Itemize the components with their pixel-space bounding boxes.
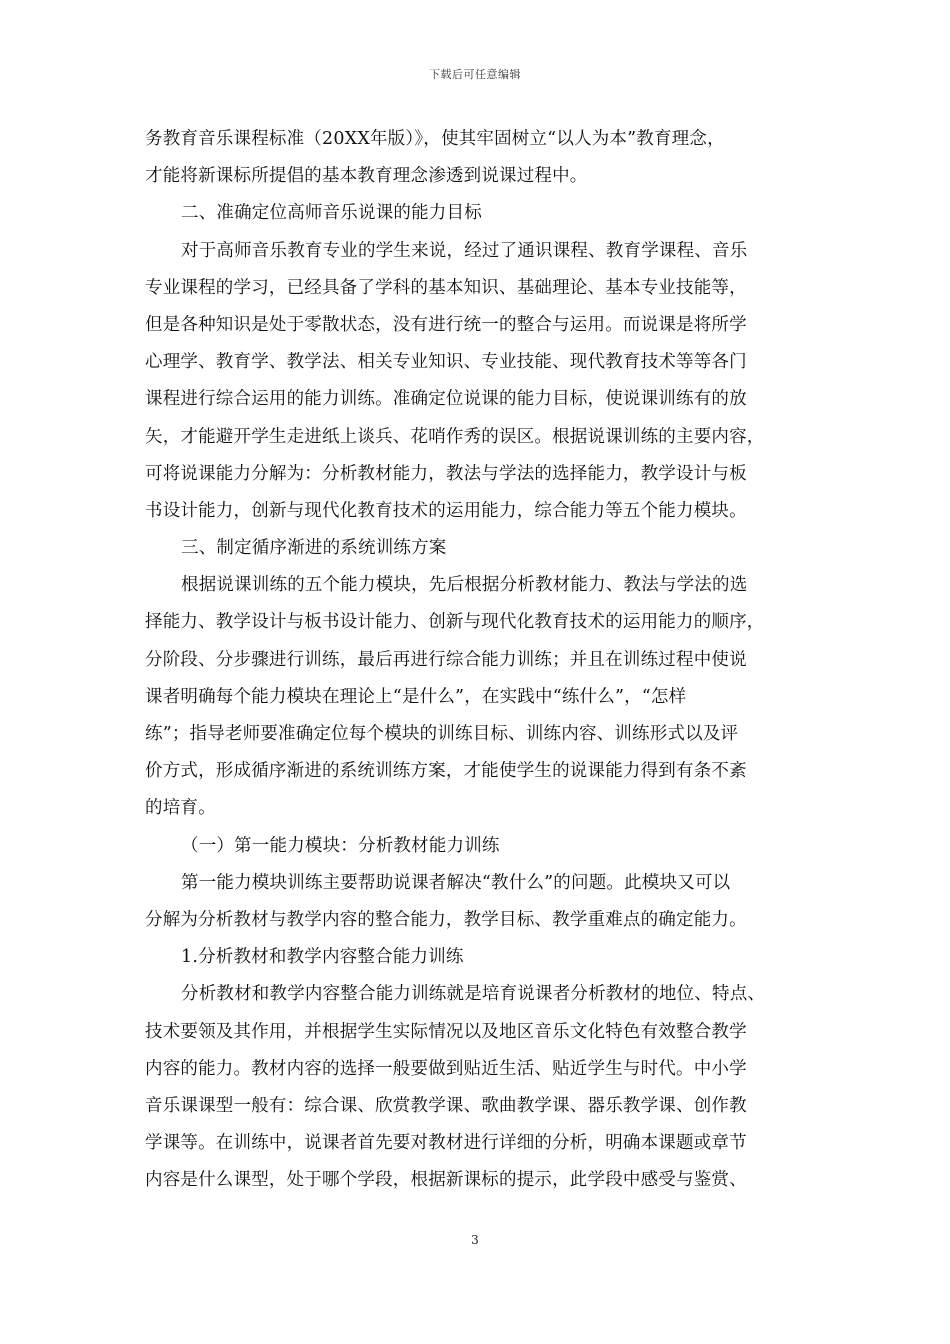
- text-line: 课程进行综合运用的能力训练。准确定位说课的能力目标，使说课训练有的放: [145, 389, 747, 410]
- text-line: 二、准确定位高师音乐说课的能力目标: [181, 203, 482, 224]
- text-line: 务教育音乐课程标准（20XX年版）》，使其牢固树立“以人为本”教育理念，: [145, 129, 725, 149]
- text-line: 专业课程的学习，已经具备了学科的基本知识、基础理论、基本专业技能等，: [145, 277, 747, 298]
- text-line: 分析教材和教学内容整合能力训练就是培育说课者分析教材的地位、特点、: [181, 984, 766, 1005]
- text-line: 可将说课能力分解为：分析教材能力，教法与学法的选择能力，教学设计与板: [145, 463, 747, 484]
- text-line: 价方式，形成循序渐进的系统训练方案，才能使学生的说课能力得到有条不紊: [145, 761, 747, 782]
- text-line: 才能将新课标所提倡的基本教育理念渗透到说课过程中。: [145, 166, 588, 187]
- text-line: 学课等。在训练中，说课者首先要对教材进行详细的分析，明确本课题或章节: [145, 1133, 747, 1154]
- text-line: 三、制定循序渐进的系统训练方案: [181, 538, 447, 559]
- text-line: 技术要领及其作用，并根据学生实际情况以及地区音乐文化特色有效整合教学: [145, 1021, 747, 1042]
- text-line: 练”；指导老师要准确定位每个模块的训练目标、训练内容、训练形式以及评: [145, 724, 739, 744]
- text-line: 第一能力模块训练主要帮助说课者解决“教什么”的问题。此模块又可以: [181, 872, 731, 893]
- text-line: 音乐课课型一般有：综合课、欣赏教学课、歌曲教学课、器乐教学课、创作教: [145, 1095, 747, 1116]
- page-header: 下载后可任意编辑: [429, 68, 521, 81]
- text-line: 但是各种知识是处于零散状态，没有进行统一的整合与运用。而说课是将所学: [145, 314, 747, 335]
- text-line: 分解为分析教材与教学内容的整合能力，教学目标、教学重难点的确定能力。: [145, 909, 747, 930]
- text-line: 1.分析教材和教学内容整合能力训练: [181, 947, 464, 968]
- text-line: 课者明确每个能力模块在理论上“是什么”，在实践中“练什么”，“怎样: [145, 686, 687, 707]
- text-line: 书设计能力，创新与现代化教育技术的运用能力，综合能力等五个能力模块。: [145, 500, 747, 521]
- text-line: 矢，才能避开学生走进纸上谈兵、花哨作秀的误区。根据说课训练的主要内容，: [145, 426, 765, 447]
- text-line: 分阶段、分步骤进行训练，最后再进行综合能力训练；并且在训练过程中使说: [145, 649, 747, 670]
- text-line: 内容的能力。教材内容的选择一般要做到贴近生活、贴近学生与时代。中小学: [145, 1058, 747, 1079]
- text-line: 的培育。: [145, 798, 216, 819]
- text-line: （一）第一能力模块：分析教材能力训练: [181, 835, 500, 856]
- text-line: 内容是什么课型，处于哪个学段，根据新课标的提示，此学段中感受与鉴赏、: [145, 1170, 747, 1191]
- document-body: [145, 121, 805, 1199]
- text-line: 根据说课训练的五个能力模块，先后根据分析教材能力、教法与学法的选: [181, 575, 748, 596]
- text-line: 对于高师音乐教育专业的学生来说，经过了通识课程、教育学课程、音乐: [181, 240, 748, 261]
- page-number: 3: [471, 1233, 479, 1247]
- text-line: 择能力、教学设计与板书设计能力、创新与现代化教育技术的运用能力的顺序，: [145, 612, 765, 633]
- text-line: 心理学、教育学、教学法、相关专业知识、专业技能、现代教育技术等等各门: [145, 352, 747, 373]
